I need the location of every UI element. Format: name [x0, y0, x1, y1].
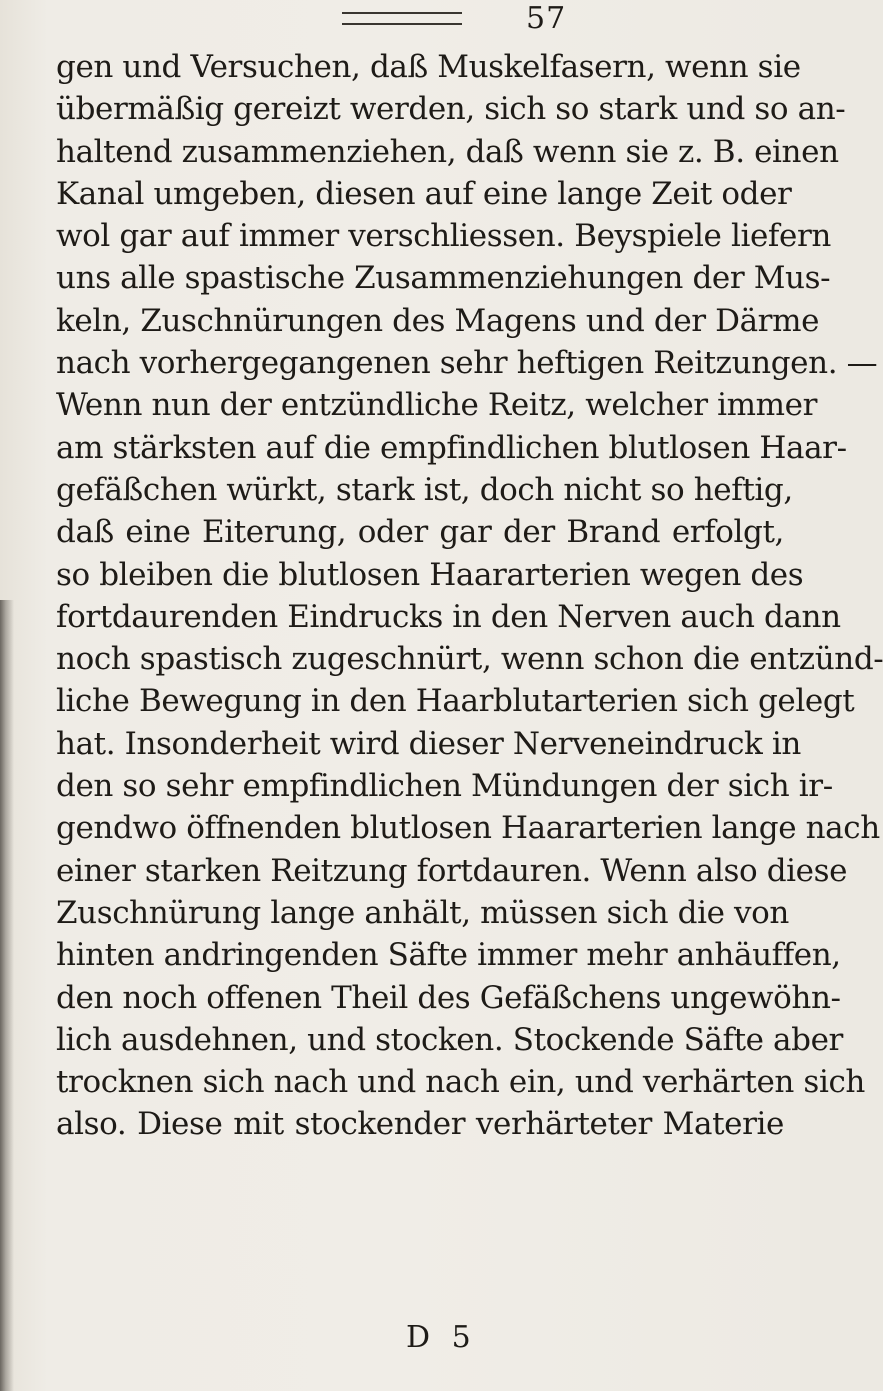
text-line: übermäßig gereizt werden, sich so stark und so an-: [56, 91, 846, 128]
text-line: fortdaurenden Eindrucks in den Nerven auch dann: [56, 598, 841, 635]
text-line: am stärksten auf die empfindlichen blutlosen Haar-: [56, 429, 847, 466]
header-rule: [342, 12, 462, 25]
text-line: gendwo öffnenden blutlosen Haararterien lange nach: [56, 810, 880, 847]
text-line: Kanal umgeben, diesen auf eine lange Zeit oder: [56, 175, 792, 212]
text-line: liche Bewegung in den Haarblutarterien sich gelegt: [56, 683, 855, 720]
text-line: lich ausdehnen, und stocken. Stockende Säfte aber: [56, 1021, 843, 1058]
text-line: Zuschnürung lange anhält, müssen sich die von: [56, 894, 789, 931]
text-line: gefäßchen würkt, stark ist, doch nicht so heftig,: [56, 471, 793, 508]
binding-shadow: [0, 600, 14, 1391]
text-line: trocknen sich nach und nach ein, und verhärten sich: [56, 1064, 865, 1101]
signature-mark: D 5: [406, 1320, 477, 1355]
text-line: uns alle spastische Zusammenziehungen der Mus-: [56, 260, 831, 297]
text-line: gen und Versuchen, daß Muskelfasern, wenn sie: [56, 49, 801, 85]
text-line: einer starken Reitzung fortdauren. Wenn also diese: [56, 852, 848, 889]
text-line: Wenn nun der entzündliche Reitz, welcher immer: [56, 387, 818, 424]
text-line: hat. Insonderheit wird dieser Nerveneindruck in: [56, 725, 801, 762]
text-line: den noch offenen Theil des Gefäßchens ungewöhn-: [56, 979, 841, 1016]
body-text: [56, 46, 883, 1146]
text-line: hinten andringenden Säfte immer mehr anhäuffen,: [56, 937, 841, 974]
text-line: keln, Zuschnürungen des Magens und der Därme: [56, 302, 820, 339]
text-line: wol gar auf immer verschliessen. Beyspiele liefern: [56, 218, 831, 255]
text-line: daß eine Eiterung, oder gar der Brand erfolgt,: [56, 514, 784, 551]
text-line: so bleiben die blutlosen Haararterien wegen des: [56, 556, 804, 593]
page-number: 57: [526, 1, 567, 36]
text-line: nach vorhergegangenen sehr heftigen Reitzungen. —: [56, 345, 878, 382]
text-line: noch spastisch zugeschnürt, wenn schon die entzünd-: [56, 641, 883, 678]
text-line: haltend zusammenziehen, daß wenn sie z. B. einen: [56, 133, 839, 170]
text-line: den so sehr empfindlichen Mündungen der sich ir-: [56, 768, 833, 805]
text-line: also. Diese mit stockender verhärteter Materie: [56, 1106, 784, 1143]
